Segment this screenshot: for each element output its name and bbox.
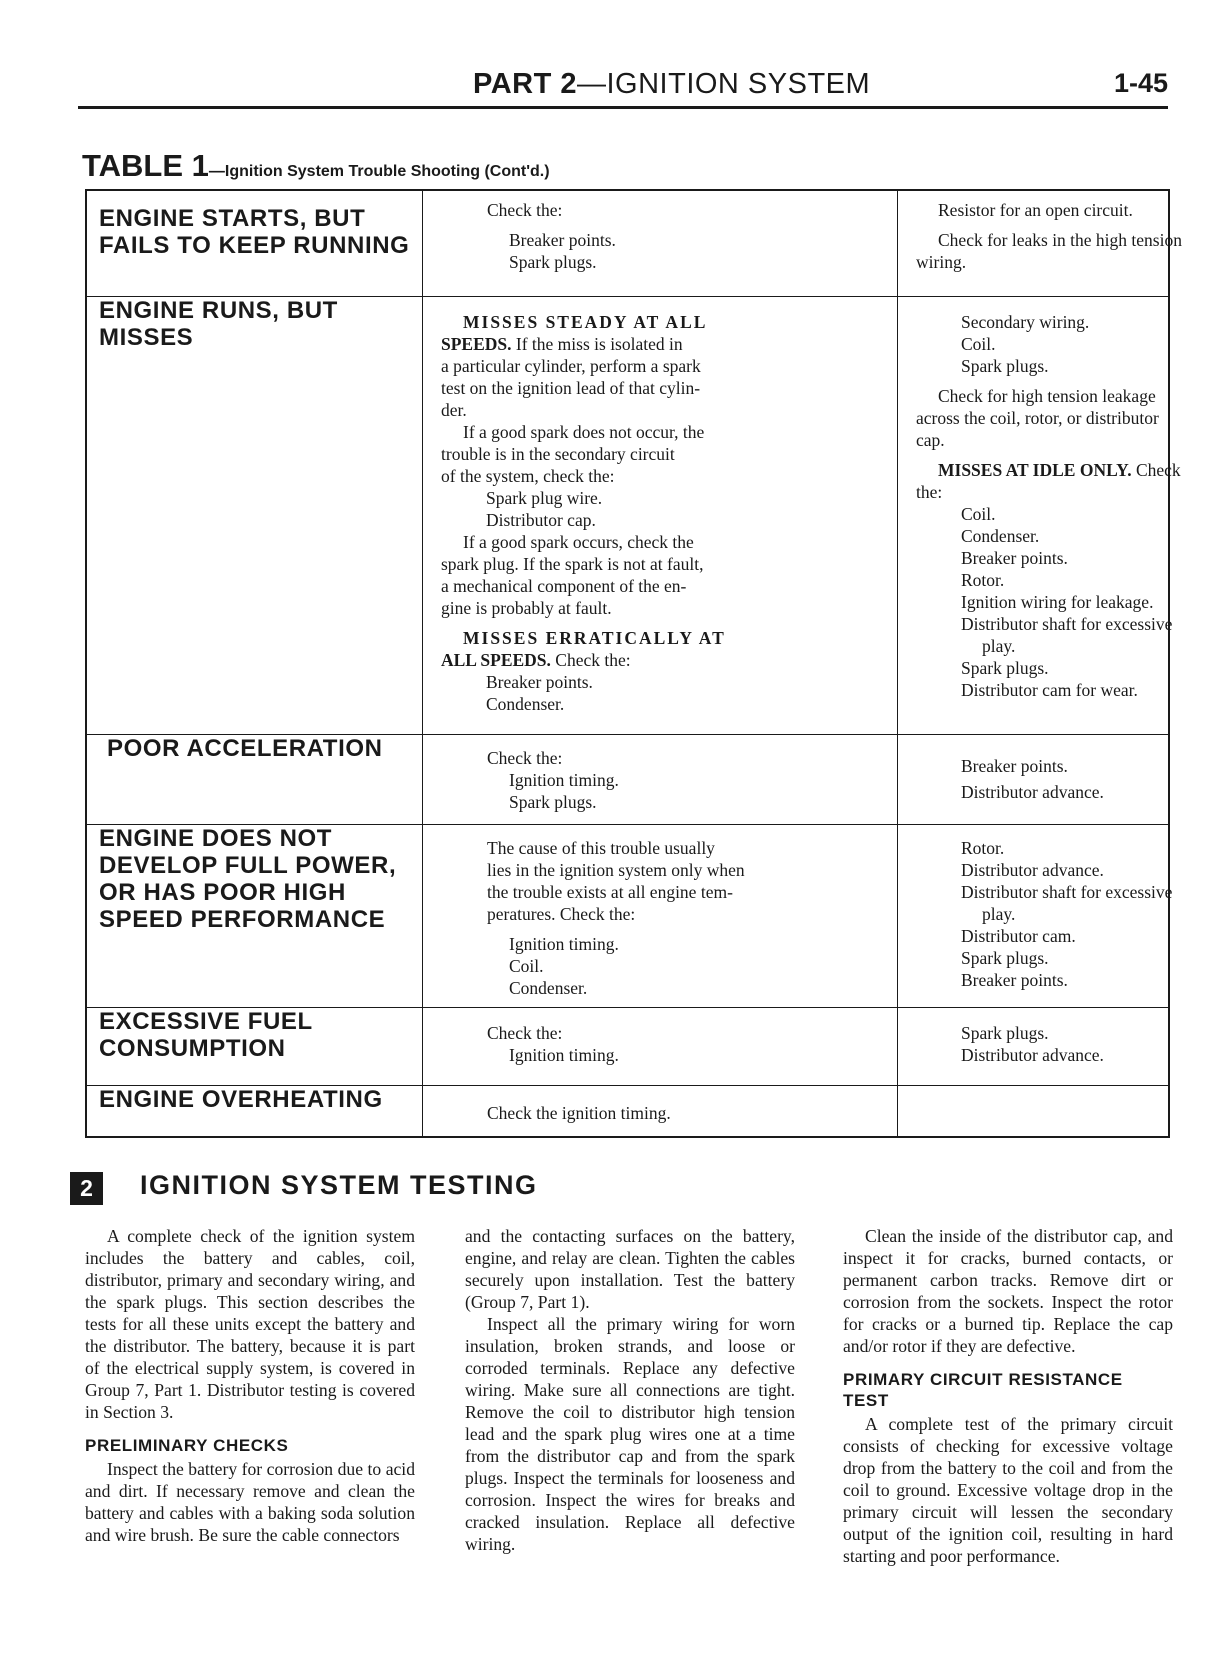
text-line: Coil.	[509, 955, 544, 976]
check-cell-right	[898, 824, 1173, 1007]
text-line: Ignition timing.	[509, 769, 619, 790]
table-row	[86, 296, 1169, 734]
text-line: Distributor cap.	[486, 509, 596, 530]
check-cell-right	[898, 734, 1170, 824]
text-line: Breaker points.	[961, 755, 1068, 776]
text-line: Breaker points.	[486, 671, 593, 692]
text-line: Check for leaks in the high tension	[938, 230, 1182, 250]
check-cell-left	[423, 824, 898, 1007]
text-line	[441, 649, 857, 671]
check-cell-right	[898, 1085, 1170, 1137]
text-line: Ignition timing.	[509, 933, 619, 954]
paragraph: Inspect all the primary wiring for worn insulation, broken strands, and loose or corroded terminals. Replace any defective wiring. Make sure all connections are tight. Remove the coil to distributor high tension lead and the spark plug wires one at a time from the distributor cap and from the spark plugs. Inspect the terminals for looseness and corrosion. Inspect the wires for breaks and cracked insulation. Replace all defective wiring.	[465, 1314, 795, 1554]
text-line: spark plug. If the spark is not at fault,	[441, 553, 704, 574]
text-line: lies in the ignition system only when	[487, 859, 745, 880]
text-line: Distributor shaft for excessive	[961, 613, 1173, 634]
text-line: trouble is in the secondary circuit	[441, 443, 675, 464]
text-line: Distributor advance.	[961, 859, 1104, 880]
text-line: gine is probably at fault.	[441, 597, 612, 618]
check-cell-left	[423, 190, 898, 296]
text-line: test on the ignition lead of that cylin-	[441, 377, 701, 398]
paragraph: and the contacting surfaces on the battery, engine, and relay are clean. Tighten the cables securely upon installation. Test the battery (Group 7, Part 1).	[465, 1226, 795, 1312]
text-line: Condenser.	[509, 977, 588, 998]
check-cell-left	[423, 1007, 898, 1085]
paragraph: Clean the inside of the distributor cap, and inspect it for cracks, burned contacts, or permanent carbon tracks. Remove dirt or corrosion from the sockets. Inspect the rotor for cracks or a burned tip. Replace the cap and/or rotor if they are defective.	[843, 1226, 1173, 1356]
table-row	[86, 190, 1169, 296]
text-line: Spark plugs.	[961, 657, 1049, 678]
table-row	[86, 1007, 1169, 1085]
text-line: MISSES ERRATICALLY AT	[463, 627, 726, 648]
section-number: 2	[70, 1172, 103, 1205]
header-title	[473, 68, 870, 101]
text-run: If the miss is isolated in	[511, 333, 683, 354]
text-line: Breaker points.	[509, 230, 616, 250]
check-cell-left	[423, 734, 898, 824]
text-line: Spark plugs.	[961, 1022, 1049, 1043]
paragraph: A complete check of the ignition system includes the battery and cables, coil, distributor, primary and secondary wiring, and the spark plugs. This section describes the tests for all these units except the battery and the distributor. The battery, because it is part of the electrical supply system, is covered in Group 7, Part 1. Distributor testing is covered in Section 3.	[85, 1226, 415, 1422]
text-line: Check the:	[487, 747, 563, 768]
text-line: Breaker points.	[961, 547, 1068, 568]
text-run: SPEEDS.	[441, 333, 512, 354]
text-line: Ignition wiring for leakage.	[961, 591, 1154, 612]
text-line: Check the:	[487, 1022, 563, 1043]
check-cell-right	[898, 190, 1182, 296]
section-title: IGNITION SYSTEM TESTING	[140, 1170, 538, 1200]
table-caption	[82, 148, 550, 184]
condition-cell: ENGINE DOES NOT DEVELOP FULL POWER, OR HAS POOR HIGH SPEED PERFORMANCE	[86, 824, 423, 1007]
text-line: Spark plugs.	[509, 791, 597, 812]
text-line: Spark plugs.	[509, 252, 597, 272]
text-line: Secondary wiring.	[961, 311, 1090, 332]
text-column-3	[843, 1225, 1173, 1567]
header-section: IGNITION SYSTEM	[606, 68, 871, 100]
text-column-2	[465, 1225, 795, 1555]
text-line: the trouble exists at all engine tem-	[487, 881, 733, 902]
text-line: MISSES STEADY AT ALL	[463, 311, 708, 332]
text-line: Coil.	[961, 333, 996, 354]
text-line: Distributor shaft for excessive	[961, 881, 1173, 902]
text-line: der.	[441, 399, 467, 420]
section-heading	[70, 1168, 770, 1210]
text-line: Distributor advance.	[961, 1044, 1104, 1065]
text-line: If a good spark does not occur, the	[463, 421, 705, 442]
check-cell-left	[423, 1085, 898, 1137]
subheading-preliminary-checks: PRELIMINARY CHECKS	[85, 1436, 289, 1455]
text-line: a particular cylinder, perform a spark	[441, 355, 701, 376]
text-line: the:	[916, 481, 943, 502]
text-line: of the system, check the:	[441, 465, 615, 486]
page-header	[78, 62, 1168, 109]
text-line: across the coil, rotor, or distributor	[916, 407, 1159, 428]
table-row	[86, 734, 1169, 824]
text-line: Distributor cam.	[961, 925, 1076, 946]
paragraph: A complete test of the primary circuit consists of checking for excessive voltage drop from the battery to the coil and from the coil to ground. Excessive voltage drop in the primary circuit will lessen the secondary output of the ignition coil, resulting in hard starting and poor performance.	[843, 1414, 1173, 1566]
check-cell-left	[423, 296, 898, 734]
text-run: Check	[1131, 459, 1181, 480]
paragraph: Inspect the battery for corrosion due to acid and dirt. If necessary remove and clean the battery and cables with a baking soda solution and wire brush. Be sure the cable connectors	[85, 1459, 415, 1545]
text-line: Ignition timing.	[509, 1044, 619, 1065]
text-line: play.	[982, 903, 1016, 924]
text-line: Check the ignition timing.	[487, 1102, 671, 1123]
text-line	[441, 333, 857, 355]
text-line: Breaker points.	[961, 969, 1068, 990]
text-line: The cause of this trouble usually	[487, 837, 715, 858]
text-run: Check the:	[550, 649, 631, 670]
text-line: Coil.	[961, 503, 996, 524]
text-line: a mechanical component of the en-	[441, 575, 687, 596]
text-line: Condenser.	[486, 693, 565, 714]
text-line: Spark plug wire.	[486, 487, 603, 508]
text-line: peratures. Check the:	[487, 903, 636, 924]
condition-cell: EXCESSIVE FUEL CONSUMPTION	[86, 1007, 423, 1085]
table-caption-sub: —Ignition System Trouble Shooting (Cont'd.)	[208, 163, 550, 180]
text-line: Resistor for an open circuit.	[938, 200, 1133, 220]
text-line: Spark plugs.	[961, 947, 1049, 968]
text-line: cap.	[916, 429, 945, 450]
table-row	[86, 824, 1169, 1007]
check-cell-right	[898, 296, 1181, 734]
text-line: Distributor cam for wear.	[961, 679, 1138, 700]
text-line: wiring.	[916, 252, 967, 272]
text-line: Check the:	[487, 200, 563, 220]
header-part: PART 2	[473, 68, 577, 100]
subheading-primary-circuit-resistance-test: PRIMARY CIRCUIT RESISTANCE TEST	[843, 1370, 1123, 1410]
table-caption-main: TABLE 1	[82, 148, 209, 183]
condition-cell: POOR ACCELERATION	[86, 734, 423, 824]
text-line: If a good spark occurs, check the	[463, 531, 694, 552]
condition-cell: ENGINE RUNS, BUT MISSES	[86, 296, 423, 734]
text-line: Distributor advance.	[961, 781, 1104, 802]
text-column-1	[85, 1225, 415, 1546]
text-line	[916, 459, 1181, 481]
page-number: 1-45	[1113, 68, 1168, 98]
text-line: Spark plugs.	[961, 355, 1049, 376]
condition-cell: ENGINE OVERHEATING	[86, 1085, 423, 1137]
condition-cell: ENGINE STARTS, BUT FAILS TO KEEP RUNNING	[86, 190, 423, 296]
text-line: Condenser.	[961, 525, 1040, 546]
header-dash: —	[576, 68, 607, 100]
table-row	[86, 1085, 1169, 1137]
text-line: Check for high tension leakage	[938, 385, 1156, 406]
text-run: ALL SPEEDS.	[441, 649, 551, 670]
check-cell-right	[898, 1007, 1170, 1085]
text-line: Rotor.	[961, 837, 1005, 858]
text-run: MISSES AT IDLE ONLY.	[938, 459, 1132, 480]
text-line: play.	[982, 635, 1016, 656]
trouble-shooting-table	[85, 189, 1182, 1138]
text-line: Rotor.	[961, 569, 1005, 590]
